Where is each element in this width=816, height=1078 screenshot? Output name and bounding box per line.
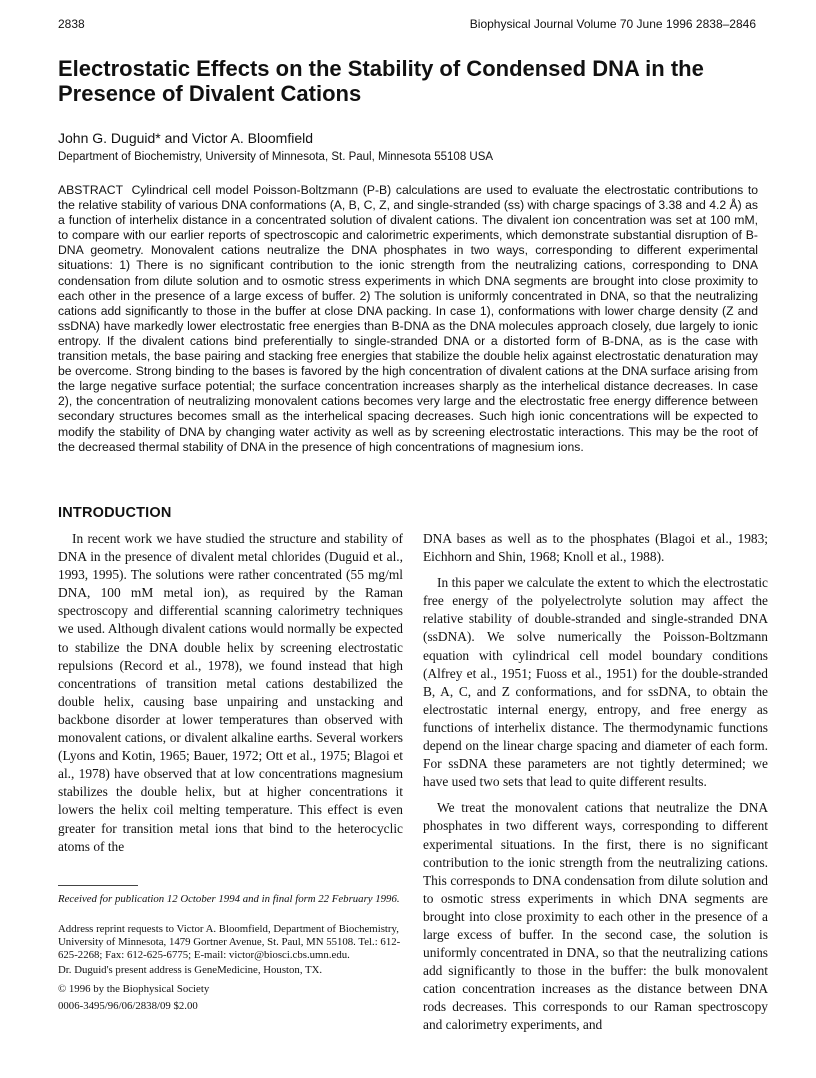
right-column (423, 530, 768, 1035)
body-paragraph: DNA bases as well as to the phosphates (Blagoi et al., 1983; Eichhorn and Shin, 1968; Knoll et al., 1988). (423, 531, 768, 565)
affiliation: Department of Biochemistry, University of Minnesota, St. Paul, Minnesota 55108 USA (58, 151, 494, 163)
journal-citation: Biophysical Journal Volume 70 June 1996 2838–2846 (469, 17, 756, 31)
footnote-article-code: 0006-3495/96/06/2838/09 $2.00 (58, 1000, 198, 1012)
footnote-present-address: Dr. Duguid's present address is GeneMedicine, Houston, TX. (58, 964, 323, 976)
left-column (58, 530, 403, 856)
page-number: 2838 (58, 17, 85, 31)
footnote-divider (58, 885, 138, 886)
abstract-label: ABSTRACT (58, 183, 124, 197)
author-list: John G. Duguid* and Victor A. Bloomfield (58, 130, 314, 146)
section-heading-introduction: INTRODUCTION (58, 505, 172, 521)
footnote-copyright: © 1996 by the Biophysical Society (58, 983, 210, 995)
body-paragraph: In this paper we calculate the extent to which the electrostatic free energy of the polyelectrolyte solution may affect the relative stability of double-stranded and single-stranded DNA (ssDNA). We solve numerically the Poisson-Boltzmann equation with cylindrical cell model boundary conditions (Alfrey et al., 1951; Fuoss et al., 1951) for the double-stranded B, A, C, and Z conformations, and for ssDNA, to obtain the electrostatic internal energy, entropy, and free energy as functions of interhelix distance. The thermodynamic functions depend on the linear charge spacing and diameter of each form. For ssDNA these parameters are not tightly determined; we have used two sets that lead to quite different results. (423, 575, 768, 790)
body-paragraph: We treat the monovalent cations that neutralize the DNA phosphates in two different ways, corresponding to different experimental situations. In the first, there is no significant contribution to the ionic strength from the neutralizing cations. This corresponds to DNA condensation from dilute solution and to osmotic stress experiments in which DNA segments are brought into close proximity to each other in the presence of a large excess of buffer. In the second case, the solution is uniformly concentrated in DNA, so that the neutralizing cations add significantly to those in the buffer: the bulk monovalent cation concentration increases as the distance between DNA rods decreases. This corresponds to our Raman spectroscopy and calorimetry experiments, and (423, 800, 768, 1033)
article-title: Electrostatic Effects on the Stability of Condensed DNA in the Presence of Divalent Cations (58, 56, 704, 106)
body-paragraph: In recent work we have studied the structure and stability of DNA in the presence of divalent metal chlorides (Duguid et al., 1993, 1995). The solutions were rather concentrated (55 mg/ml DNA, 100 mM metal ion), as required by the Raman spectroscopy and differential scanning calorimetry techniques we used. Although divalent cations would normally be expected to stabilize the DNA double helix by screening electrostatic repulsions (Record et al., 1978), we found instead that high concentrations of transition metal cations destabilized the double helix, causing base unpairing and unstacking and backbone disorder at lower temperatures than observed with monovalent cations, or divalent alkaline earths. Several workers (Lyons and Kotin, 1965; Bauer, 1972; Ott et al., 1975; Blagoi et al., 1978) have observed that at low concentrations magnesium stabilizes the double helix, but at higher concentrations it lowers the helix coil melting temperature. This effect is even greater for transition metal ions that bind to the heterocyclic atoms of the (58, 531, 403, 854)
footnote-reprint-address: Address reprint requests to Victor A. Bloomfield, Department of Biochemistry, University of Minnesota, 1479 Gortner Avenue, St. Paul, MN 55108. Tel.: 612-625-2268; Fax: 612-625-6775; E-mail: victor@biosci.cbs.umn.edu. (58, 923, 401, 962)
abstract (58, 183, 758, 455)
abstract-text: Cylindrical cell model Poisson-Boltzmann (P-B) calculations are used to evaluate the electrostatic contributions to the relative stability of various DNA conformations (A, B, C, Z, and single-stranded (ss) with charge spacings of 3.38 and 4.2 Å) as a function of interhelix distance in a concentrated solution of divalent cations. The divalent ion concentration was set at 100 mM, to compare with our earlier reports of spectroscopic and calorimetric experiments, which demonstrate substantial disruption of B-DNA geometry. Monovalent cations neutralize the DNA phosphates in two ways, corresponding to different experimental situations: 1) There is no significant contribution to the ionic strength from the neutralizing cations, corresponding to DNA condensation from dilute solution and to osmotic stress experiments in which DNA segments are brought into close proximity to each other in the presence of a large excess of buffer. 2) The solution is uniformly concentrated in DNA, so that the neutralizing cations add significantly to those in the buffer at close DNA packing. In case 1), conformations with lower charge density (Z and ssDNA) have markedly lower electrostatic free energies than B-DNA as the DNA molecules approach closely, due largely to ionic entropy. If the divalent cations bind preferentially to single-stranded DNA or a distorted form of B-DNA, as is the case with transition metals, the base pairing and stacking free energies that stabilize the double helix against electrostatic denaturation may be overcome. Strong binding to the bases is favored by the high concentration of divalent cations at the DNA surface arising from the large negative surface potential; the surface concentration increases sharply as the interhelical distance decreases. In case 2), the concentration of neutralizing monovalent cations becomes very large and the electrostatic free energy difference between secondary structures becomes small as the interhelical spacing decreases. Such high ionic concentrations will be expected to modify the stability of DNA by changing water activity as well as by screening electrostatic interactions. This may be the root of the decreased thermal stability of DNA in the presence of high concentrations of magnesium ions. (58, 183, 758, 454)
footnote-received: Received for publication 12 October 1994 and in final form 22 February 1996. (58, 893, 400, 905)
